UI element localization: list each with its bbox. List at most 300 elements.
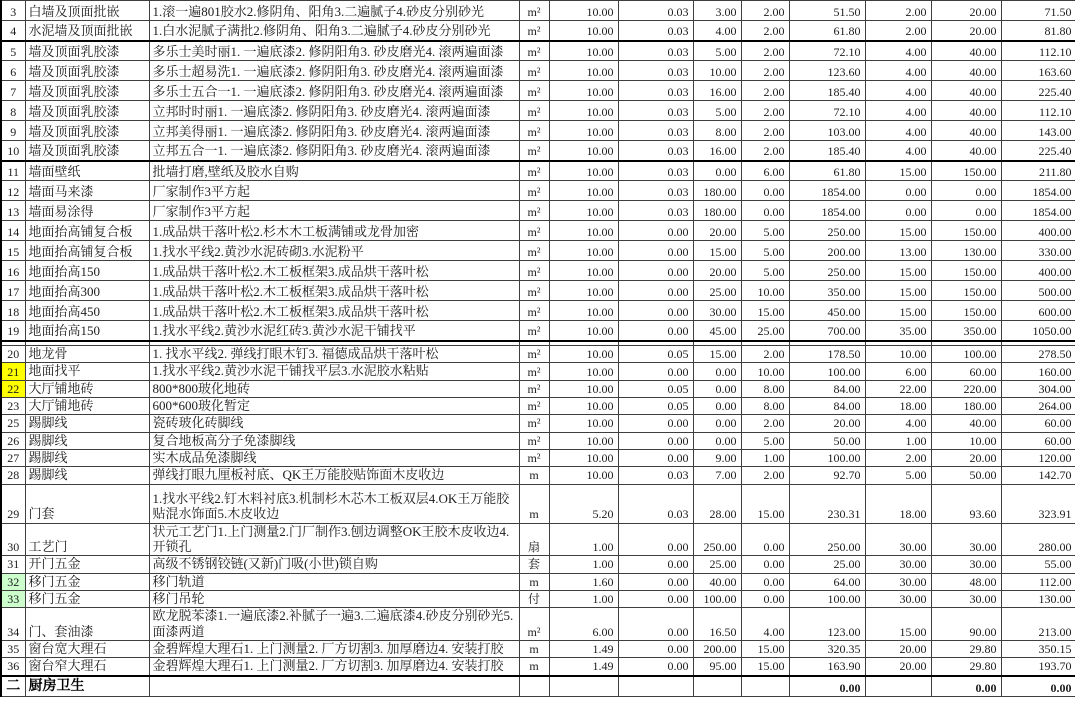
cell-material-price[interactable]: 25.00: [693, 556, 741, 573]
cell-material-price[interactable]: 250.00: [693, 523, 741, 556]
cell-management-rate[interactable]: 30.00: [865, 556, 931, 573]
cell-auxiliary-price[interactable]: 15.00: [741, 484, 789, 523]
cell-management-fee[interactable]: 220.00: [931, 380, 1001, 397]
cell-loss-rate[interactable]: 0.03: [618, 484, 693, 523]
cell-unit[interactable]: m²: [519, 415, 549, 432]
cell-auxiliary-price[interactable]: 0.00: [741, 590, 789, 607]
cell-management-fee[interactable]: 150.00: [931, 261, 1001, 281]
cell-loss-rate[interactable]: 0.03: [618, 467, 693, 484]
cell-quantity[interactable]: 10.00: [549, 467, 618, 484]
cell-subtotal[interactable]: 250.00: [789, 261, 865, 281]
cell-material-price[interactable]: 180.00: [693, 181, 741, 201]
cell-subtotal[interactable]: 103.00: [789, 121, 865, 141]
cell-unit[interactable]: m: [519, 484, 549, 523]
cell-loss-rate[interactable]: 0.05: [618, 346, 693, 363]
cell-total[interactable]: 0.00: [1001, 676, 1075, 697]
cell-total[interactable]: 350.15: [1001, 640, 1075, 657]
cell-management-rate[interactable]: 4.00: [865, 41, 931, 61]
cell-row-number[interactable]: 3: [1, 1, 25, 21]
cell-quantity[interactable]: 10.00: [549, 121, 618, 141]
cell-auxiliary-price[interactable]: 8.00: [741, 380, 789, 397]
cell-unit[interactable]: 扇: [519, 523, 549, 556]
cell-material-price[interactable]: 20.00: [693, 261, 741, 281]
cell-material-price[interactable]: 16.00: [693, 141, 741, 161]
cell-total[interactable]: 81.80: [1001, 21, 1075, 41]
cell-auxiliary-price[interactable]: 2.00: [741, 121, 789, 141]
cell-material-price[interactable]: 0.00: [693, 363, 741, 380]
cell-row-number[interactable]: 27: [1, 449, 25, 466]
cell-description[interactable]: 复合地板高分子免漆脚线: [149, 432, 519, 449]
cell-description[interactable]: 1.找水平线2.黄沙水泥砖砌3.水泥粉平: [149, 241, 519, 261]
cell-material-price[interactable]: 0.00: [693, 161, 741, 181]
cell-management-fee[interactable]: 130.00: [931, 241, 1001, 261]
cell-loss-rate[interactable]: 0.00: [618, 523, 693, 556]
cell-quantity[interactable]: 5.20: [549, 484, 618, 523]
cell-item-name[interactable]: 窗台窄大理石: [25, 658, 149, 676]
cell-quantity[interactable]: 1.00: [549, 556, 618, 573]
cell-management-rate[interactable]: 4.00: [865, 121, 931, 141]
cell-loss-rate[interactable]: 0.00: [618, 449, 693, 466]
cell-management-fee[interactable]: 0.00: [931, 676, 1001, 697]
cell-description[interactable]: [149, 676, 519, 697]
cell-auxiliary-price[interactable]: 2.00: [741, 81, 789, 101]
cell-row-number[interactable]: 二: [1, 676, 25, 697]
cell-material-price[interactable]: 0.00: [693, 397, 741, 414]
cell-material-price[interactable]: 5.00: [693, 101, 741, 121]
cell-subtotal[interactable]: 350.00: [789, 281, 865, 301]
cell-row-number[interactable]: 30: [1, 523, 25, 556]
cell-quantity[interactable]: 10.00: [549, 301, 618, 321]
cell-auxiliary-price[interactable]: 2.00: [741, 61, 789, 81]
cell-management-rate[interactable]: 4.00: [865, 141, 931, 161]
cell-management-rate[interactable]: 2.00: [865, 21, 931, 41]
cell-total[interactable]: 400.00: [1001, 261, 1075, 281]
cell-unit[interactable]: m²: [519, 1, 549, 21]
cell-description[interactable]: 1.白水泥腻子满批2.修阴角、阳角3.二遍腻子4.砂皮分别砂光: [149, 21, 519, 41]
cell-subtotal[interactable]: 50.00: [789, 432, 865, 449]
cell-unit[interactable]: m²: [519, 346, 549, 363]
cell-management-fee[interactable]: 40.00: [931, 415, 1001, 432]
cell-quantity[interactable]: 10.00: [549, 81, 618, 101]
cell-loss-rate[interactable]: 0.00: [618, 590, 693, 607]
cell-unit[interactable]: 套: [519, 556, 549, 573]
cell-quantity[interactable]: 10.00: [549, 21, 618, 41]
cell-unit[interactable]: m²: [519, 41, 549, 61]
cell-management-rate[interactable]: 4.00: [865, 61, 931, 81]
cell-material-price[interactable]: 0.00: [693, 380, 741, 397]
cell-loss-rate[interactable]: 0.03: [618, 101, 693, 121]
cell-quantity[interactable]: 10.00: [549, 261, 618, 281]
cell-management-rate[interactable]: 35.00: [865, 321, 931, 341]
cell-material-price[interactable]: 200.00: [693, 640, 741, 657]
cell-management-fee[interactable]: 50.00: [931, 467, 1001, 484]
cell-loss-rate[interactable]: 0.00: [618, 241, 693, 261]
cell-total[interactable]: 264.00: [1001, 397, 1075, 414]
cell-unit[interactable]: m: [519, 573, 549, 590]
cell-management-fee[interactable]: 30.00: [931, 590, 1001, 607]
cell-description[interactable]: 实木成品免漆脚线: [149, 449, 519, 466]
cell-total[interactable]: 1854.00: [1001, 201, 1075, 221]
cell-unit[interactable]: m²: [519, 61, 549, 81]
cell-row-number[interactable]: 36: [1, 658, 25, 676]
cell-item-name[interactable]: 踢脚线: [25, 415, 149, 432]
cell-quantity[interactable]: 10.00: [549, 221, 618, 241]
cell-row-number[interactable]: 8: [1, 101, 25, 121]
cell-material-price[interactable]: 0.00: [693, 415, 741, 432]
cell-row-number[interactable]: 15: [1, 241, 25, 261]
cell-management-fee[interactable]: 180.00: [931, 397, 1001, 414]
cell-loss-rate[interactable]: 0.00: [618, 261, 693, 281]
cell-quantity[interactable]: 10.00: [549, 241, 618, 261]
cell-description[interactable]: 金碧辉煌大理石1. 上门测量2. 厂方切割3. 加厚磨边4. 安装打胶: [149, 640, 519, 657]
cell-description[interactable]: 弹线打眼九厘板衬底、QK王万能胶贴饰面木皮收边: [149, 467, 519, 484]
cell-quantity[interactable]: 10.00: [549, 161, 618, 181]
cell-total[interactable]: 142.70: [1001, 467, 1075, 484]
cell-total[interactable]: 60.00: [1001, 415, 1075, 432]
cell-description[interactable]: 1.成品烘干落叶松2.木工板框架3.成品烘干落叶松: [149, 261, 519, 281]
cell-subtotal[interactable]: 185.40: [789, 141, 865, 161]
cell-management-rate[interactable]: 30.00: [865, 573, 931, 590]
cell-management-fee[interactable]: 48.00: [931, 573, 1001, 590]
cell-unit[interactable]: m²: [519, 21, 549, 41]
cell-quantity[interactable]: 10.00: [549, 201, 618, 221]
cell-loss-rate[interactable]: 0.00: [618, 415, 693, 432]
cell-material-price[interactable]: 16.50: [693, 608, 741, 641]
cell-material-price[interactable]: 20.00: [693, 221, 741, 241]
cell-description[interactable]: 1.滚一遍801胶水2.修阴角、阳角3.二遍腻子4.砂皮分别砂光: [149, 1, 519, 21]
cell-management-fee[interactable]: 40.00: [931, 141, 1001, 161]
cell-material-price[interactable]: 95.00: [693, 658, 741, 676]
cell-item-name[interactable]: 地面抬高150: [25, 321, 149, 341]
cell-subtotal[interactable]: 84.00: [789, 397, 865, 414]
cell-total[interactable]: 211.80: [1001, 161, 1075, 181]
cell-material-price[interactable]: 15.00: [693, 241, 741, 261]
cell-material-price[interactable]: 9.00: [693, 449, 741, 466]
cell-management-fee[interactable]: 40.00: [931, 121, 1001, 141]
cell-item-name[interactable]: 墙及顶面乳胶漆: [25, 101, 149, 121]
cell-loss-rate[interactable]: 0.03: [618, 181, 693, 201]
cell-quantity[interactable]: 10.00: [549, 397, 618, 414]
cell-unit[interactable]: m²: [519, 608, 549, 641]
cell-loss-rate[interactable]: 0.03: [618, 141, 693, 161]
cell-management-fee[interactable]: 150.00: [931, 161, 1001, 181]
cell-row-number[interactable]: 17: [1, 281, 25, 301]
cell-row-number[interactable]: 34: [1, 608, 25, 641]
cell-loss-rate[interactable]: 0.00: [618, 301, 693, 321]
cell-management-rate[interactable]: 5.00: [865, 467, 931, 484]
cell-unit[interactable]: m: [519, 658, 549, 676]
cell-subtotal[interactable]: 61.80: [789, 161, 865, 181]
cell-unit[interactable]: m²: [519, 380, 549, 397]
cell-quantity[interactable]: 1.60: [549, 573, 618, 590]
cell-management-fee[interactable]: 29.80: [931, 640, 1001, 657]
cell-total[interactable]: 60.00: [1001, 432, 1075, 449]
cell-quantity[interactable]: 1.00: [549, 590, 618, 607]
cell-unit[interactable]: m²: [519, 201, 549, 221]
cell-auxiliary-price[interactable]: 6.00: [741, 161, 789, 181]
cell-row-number[interactable]: 11: [1, 161, 25, 181]
cell-total[interactable]: 225.40: [1001, 141, 1075, 161]
cell-management-rate[interactable]: 4.00: [865, 415, 931, 432]
cell-row-number[interactable]: 26: [1, 432, 25, 449]
cell-subtotal[interactable]: 185.40: [789, 81, 865, 101]
cell-loss-rate[interactable]: 0.00: [618, 221, 693, 241]
cell-auxiliary-price[interactable]: 2.00: [741, 101, 789, 121]
cell-item-name[interactable]: 门、套油漆: [25, 608, 149, 641]
cell-item-name[interactable]: 大厅铺地砖: [25, 397, 149, 414]
cell-total[interactable]: 163.60: [1001, 61, 1075, 81]
cell-description[interactable]: 状元工艺门1.上门测量2.门厂制作3.刨边调整OK王胶木皮收边4.开锁孔: [149, 523, 519, 556]
cell-material-price[interactable]: 30.00: [693, 301, 741, 321]
cell-auxiliary-price[interactable]: 0.00: [741, 573, 789, 590]
cell-row-number[interactable]: 29: [1, 484, 25, 523]
cell-total[interactable]: 120.00: [1001, 449, 1075, 466]
cell-item-name[interactable]: 地面抬高300: [25, 281, 149, 301]
cell-unit[interactable]: m²: [519, 161, 549, 181]
cell-subtotal[interactable]: 61.80: [789, 21, 865, 41]
cell-auxiliary-price[interactable]: [741, 676, 789, 697]
cell-description[interactable]: 1.成品烘干落叶松2.木工板框架3.成品烘干落叶松: [149, 281, 519, 301]
cell-description[interactable]: 1. 找水平线2. 弹线打眼木钉3. 福德成品烘干落叶松: [149, 346, 519, 363]
cell-subtotal[interactable]: 1854.00: [789, 181, 865, 201]
cell-auxiliary-price[interactable]: 2.00: [741, 21, 789, 41]
cell-quantity[interactable]: 10.00: [549, 432, 618, 449]
cell-subtotal[interactable]: 100.00: [789, 363, 865, 380]
cell-quantity[interactable]: 10.00: [549, 281, 618, 301]
cell-row-number[interactable]: 18: [1, 301, 25, 321]
cell-description[interactable]: 厂家制作3平方起: [149, 181, 519, 201]
cell-item-name[interactable]: 墙及顶面乳胶漆: [25, 121, 149, 141]
cell-subtotal[interactable]: 123.60: [789, 61, 865, 81]
cell-description[interactable]: 厂家制作3平方起: [149, 201, 519, 221]
cell-loss-rate[interactable]: 0.03: [618, 121, 693, 141]
cell-unit[interactable]: [519, 676, 549, 697]
cell-material-price[interactable]: 180.00: [693, 201, 741, 221]
cell-row-number[interactable]: 13: [1, 201, 25, 221]
cell-subtotal[interactable]: 700.00: [789, 321, 865, 341]
cell-description[interactable]: 1.找水平线2.黄沙水泥干铺找平层3.水泥胶水粘贴: [149, 363, 519, 380]
cell-row-number[interactable]: 6: [1, 61, 25, 81]
cell-management-fee[interactable]: 100.00: [931, 346, 1001, 363]
cell-row-number[interactable]: 28: [1, 467, 25, 484]
cell-row-number[interactable]: 5: [1, 41, 25, 61]
cell-material-price[interactable]: 28.00: [693, 484, 741, 523]
cell-total[interactable]: 130.00: [1001, 590, 1075, 607]
cell-row-number[interactable]: 14: [1, 221, 25, 241]
cell-item-name[interactable]: 墙及顶面乳胶漆: [25, 141, 149, 161]
cell-subtotal[interactable]: 230.31: [789, 484, 865, 523]
cell-item-name[interactable]: 墙面壁纸: [25, 161, 149, 181]
cell-quantity[interactable]: 10.00: [549, 181, 618, 201]
cell-loss-rate[interactable]: 0.00: [618, 556, 693, 573]
cell-loss-rate[interactable]: 0.03: [618, 41, 693, 61]
cell-description[interactable]: 多乐士超易洗1. 一遍底漆2. 修阴阳角3. 砂皮磨光4. 滚两遍面漆: [149, 61, 519, 81]
cell-management-fee[interactable]: 40.00: [931, 101, 1001, 121]
cell-description[interactable]: 多乐士美时丽1. 一遍底漆2. 修阴阳角3. 砂皮磨光4. 滚两遍面漆: [149, 41, 519, 61]
cell-description[interactable]: 立邦时时丽1. 一遍底漆2. 修阴阳角3. 砂皮磨光4. 滚两遍面漆: [149, 101, 519, 121]
cell-material-price[interactable]: 15.00: [693, 346, 741, 363]
cell-subtotal[interactable]: 250.00: [789, 523, 865, 556]
cell-quantity[interactable]: 1.00: [549, 523, 618, 556]
cell-row-number[interactable]: 31: [1, 556, 25, 573]
cell-auxiliary-price[interactable]: 2.00: [741, 415, 789, 432]
cell-description[interactable]: 欧龙脱苯漆1.一遍底漆2.补腻子一遍3.二遍底漆4.砂皮分别砂光5.面漆两道: [149, 608, 519, 641]
cell-row-number[interactable]: 12: [1, 181, 25, 201]
cell-loss-rate[interactable]: 0.03: [618, 201, 693, 221]
cell-total[interactable]: 112.10: [1001, 101, 1075, 121]
cell-quantity[interactable]: 10.00: [549, 141, 618, 161]
cell-row-number[interactable]: 35: [1, 640, 25, 657]
cell-subtotal[interactable]: 72.10: [789, 41, 865, 61]
cell-description[interactable]: 600*600玻化暂定: [149, 397, 519, 414]
cell-material-price[interactable]: 100.00: [693, 590, 741, 607]
cell-loss-rate[interactable]: 0.00: [618, 640, 693, 657]
cell-item-name[interactable]: 门套: [25, 484, 149, 523]
cell-management-rate[interactable]: 0.00: [865, 181, 931, 201]
cell-item-name[interactable]: 地面找平: [25, 363, 149, 380]
cell-auxiliary-price[interactable]: 2.00: [741, 467, 789, 484]
cell-quantity[interactable]: 10.00: [549, 415, 618, 432]
cell-item-name[interactable]: 墙面易涂得: [25, 201, 149, 221]
cell-total[interactable]: 280.00: [1001, 523, 1075, 556]
cell-description[interactable]: 立邦五合一1. 一遍底漆2. 修阴阳角3. 砂皮磨光4. 滚两遍面漆: [149, 141, 519, 161]
cell-material-price[interactable]: [693, 676, 741, 697]
cell-row-number[interactable]: 25: [1, 415, 25, 432]
cell-management-rate[interactable]: 15.00: [865, 281, 931, 301]
cell-subtotal[interactable]: 250.00: [789, 221, 865, 241]
cell-unit[interactable]: m²: [519, 221, 549, 241]
cell-item-name[interactable]: 地面抬高150: [25, 261, 149, 281]
cell-unit[interactable]: m²: [519, 261, 549, 281]
cell-item-name[interactable]: 移门五金: [25, 573, 149, 590]
cell-quantity[interactable]: 10.00: [549, 41, 618, 61]
cell-item-name[interactable]: 踢脚线: [25, 449, 149, 466]
cell-item-name[interactable]: 水泥墙及顶面批嵌: [25, 21, 149, 41]
cell-unit[interactable]: m²: [519, 449, 549, 466]
cell-material-price[interactable]: 25.00: [693, 281, 741, 301]
cell-item-name[interactable]: 地面抬高铺复合板: [25, 221, 149, 241]
cell-quantity[interactable]: 10.00: [549, 61, 618, 81]
cell-item-name[interactable]: 墙及顶面乳胶漆: [25, 41, 149, 61]
cell-subtotal[interactable]: 320.35: [789, 640, 865, 657]
cell-description[interactable]: 高级不锈钢铰链(又新)门吸(小世)锁自购: [149, 556, 519, 573]
cell-management-rate[interactable]: 30.00: [865, 523, 931, 556]
cell-item-name[interactable]: 开门五金: [25, 556, 149, 573]
cell-description[interactable]: 批墙打磨,壁纸及胶水自购: [149, 161, 519, 181]
cell-subtotal[interactable]: 100.00: [789, 590, 865, 607]
cell-item-name[interactable]: 移门五金: [25, 590, 149, 607]
cell-material-price[interactable]: 8.00: [693, 121, 741, 141]
cell-item-name[interactable]: 墙面马来漆: [25, 181, 149, 201]
cell-auxiliary-price[interactable]: 5.00: [741, 221, 789, 241]
cell-auxiliary-price[interactable]: 25.00: [741, 321, 789, 341]
cell-management-rate[interactable]: 18.00: [865, 397, 931, 414]
cell-management-rate[interactable]: 10.00: [865, 346, 931, 363]
cell-subtotal[interactable]: 178.50: [789, 346, 865, 363]
cell-item-name[interactable]: 踢脚线: [25, 432, 149, 449]
cell-description[interactable]: 1.成品烘干落叶松2.杉木木工板满铺或龙骨加密: [149, 221, 519, 241]
cell-total[interactable]: 213.00: [1001, 608, 1075, 641]
cell-quantity[interactable]: 1.49: [549, 658, 618, 676]
cell-material-price[interactable]: 16.00: [693, 81, 741, 101]
cell-auxiliary-price[interactable]: 5.00: [741, 261, 789, 281]
cell-item-name[interactable]: 窗台宽大理石: [25, 640, 149, 657]
cell-total[interactable]: 500.00: [1001, 281, 1075, 301]
cell-item-name[interactable]: 厨房卫生: [25, 676, 149, 697]
cell-auxiliary-price[interactable]: 0.00: [741, 556, 789, 573]
cell-quantity[interactable]: 10.00: [549, 346, 618, 363]
cell-auxiliary-price[interactable]: 1.00: [741, 449, 789, 466]
cell-management-rate[interactable]: 6.00: [865, 363, 931, 380]
cell-description[interactable]: 1.成品烘干落叶松2.木工板框架3.成品烘干落叶松: [149, 301, 519, 321]
cell-unit[interactable]: m²: [519, 281, 549, 301]
cell-unit[interactable]: m: [519, 640, 549, 657]
cell-description[interactable]: 1.找水平线2.黄沙水泥红砖3.黄沙水泥干铺找平: [149, 321, 519, 341]
cell-loss-rate[interactable]: 0.00: [618, 658, 693, 676]
cell-unit[interactable]: m²: [519, 81, 549, 101]
cell-auxiliary-price[interactable]: 5.00: [741, 241, 789, 261]
cell-management-rate[interactable]: 15.00: [865, 161, 931, 181]
cell-management-fee[interactable]: 150.00: [931, 281, 1001, 301]
cell-material-price[interactable]: 7.00: [693, 467, 741, 484]
cell-material-price[interactable]: 4.00: [693, 21, 741, 41]
cell-subtotal[interactable]: 84.00: [789, 380, 865, 397]
cell-material-price[interactable]: 40.00: [693, 573, 741, 590]
cell-total[interactable]: 1854.00: [1001, 181, 1075, 201]
cell-total[interactable]: 1050.00: [1001, 321, 1075, 341]
cell-loss-rate[interactable]: 0.03: [618, 161, 693, 181]
cell-auxiliary-price[interactable]: 0.00: [741, 181, 789, 201]
cell-auxiliary-price[interactable]: 2.00: [741, 346, 789, 363]
cell-management-fee[interactable]: 30.00: [931, 523, 1001, 556]
cell-quantity[interactable]: 10.00: [549, 380, 618, 397]
cell-row-number[interactable]: 21: [1, 363, 25, 380]
cell-subtotal[interactable]: 72.10: [789, 101, 865, 121]
cell-item-name[interactable]: 地面抬高铺复合板: [25, 241, 149, 261]
cell-description[interactable]: 1.找水平线2.钉木料衬底3.机制杉木芯木工板双层4.OK王万能胶贴混水饰面5.木皮收边: [149, 484, 519, 523]
cell-subtotal[interactable]: 92.70: [789, 467, 865, 484]
cell-auxiliary-price[interactable]: 10.00: [741, 281, 789, 301]
cell-description[interactable]: 800*800玻化地砖: [149, 380, 519, 397]
cell-quantity[interactable]: 10.00: [549, 449, 618, 466]
cell-management-rate[interactable]: [865, 676, 931, 697]
cell-row-number[interactable]: 7: [1, 81, 25, 101]
cell-total[interactable]: 225.40: [1001, 81, 1075, 101]
cell-unit[interactable]: m: [519, 467, 549, 484]
cell-subtotal[interactable]: 450.00: [789, 301, 865, 321]
cell-management-rate[interactable]: 4.00: [865, 81, 931, 101]
cell-management-fee[interactable]: 93.60: [931, 484, 1001, 523]
cell-total[interactable]: 330.00: [1001, 241, 1075, 261]
cell-material-price[interactable]: 45.00: [693, 321, 741, 341]
cell-management-rate[interactable]: 22.00: [865, 380, 931, 397]
cell-subtotal[interactable]: 51.50: [789, 1, 865, 21]
cell-subtotal[interactable]: 200.00: [789, 241, 865, 261]
cell-item-name[interactable]: 踢脚线: [25, 467, 149, 484]
cell-loss-rate[interactable]: 0.05: [618, 397, 693, 414]
cell-item-name[interactable]: 工艺门: [25, 523, 149, 556]
cell-total[interactable]: 278.50: [1001, 346, 1075, 363]
cell-auxiliary-price[interactable]: 2.00: [741, 41, 789, 61]
cell-management-fee[interactable]: 60.00: [931, 363, 1001, 380]
cell-subtotal[interactable]: 20.00: [789, 415, 865, 432]
cell-management-rate[interactable]: 1.00: [865, 432, 931, 449]
cell-loss-rate[interactable]: 0.00: [618, 608, 693, 641]
cell-subtotal[interactable]: 64.00: [789, 573, 865, 590]
cell-unit[interactable]: m²: [519, 121, 549, 141]
cell-unit[interactable]: m²: [519, 181, 549, 201]
cell-total[interactable]: 160.00: [1001, 363, 1075, 380]
